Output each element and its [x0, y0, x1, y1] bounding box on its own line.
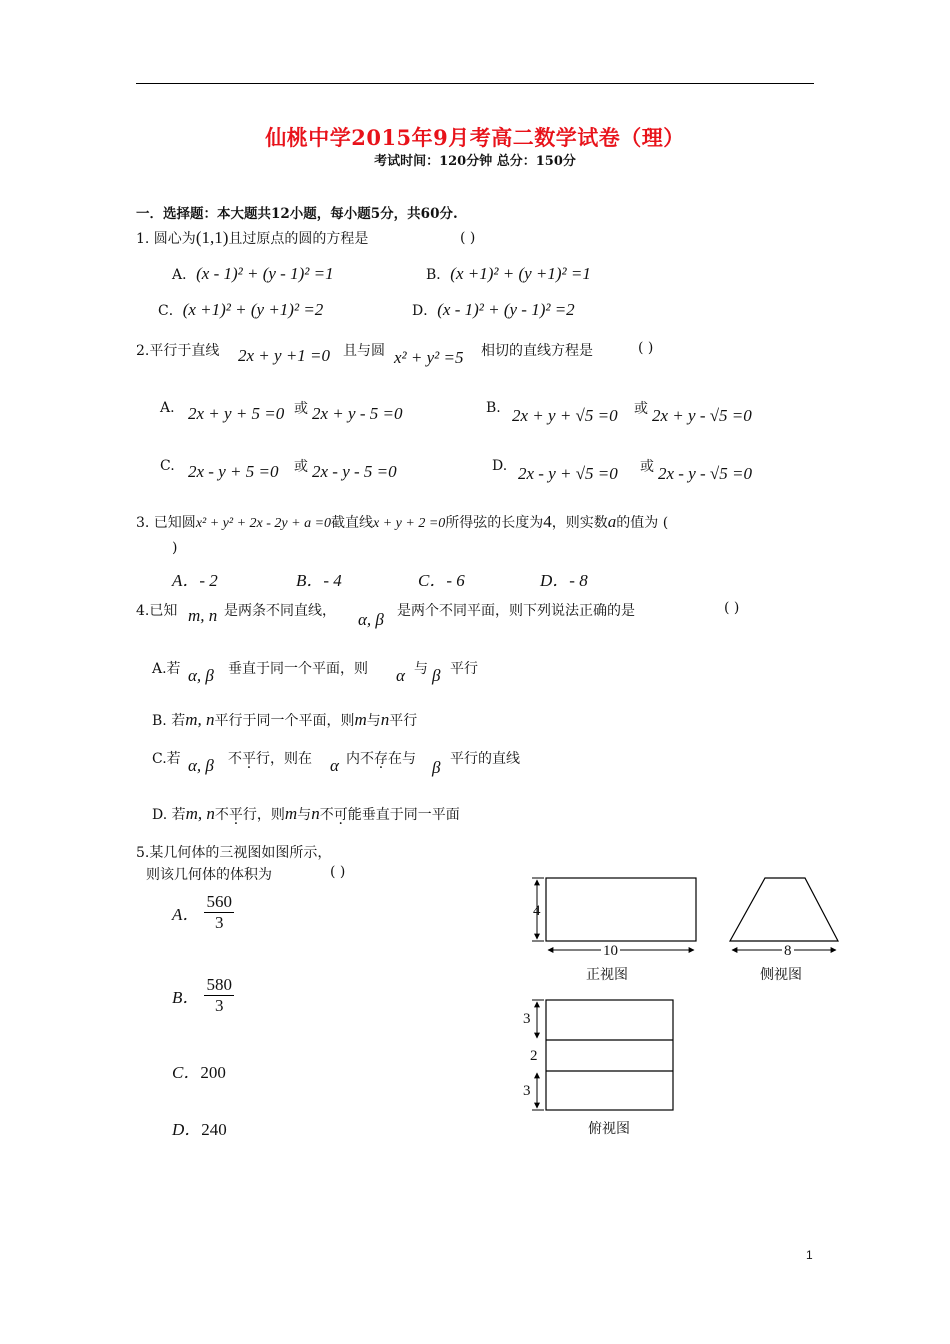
q2-option-d-label: D.: [492, 458, 508, 474]
q4-option-a-alpha: α: [396, 666, 405, 685]
q2-circle: x² + y² =5: [394, 348, 464, 367]
emphasis-text: 不存在: [360, 751, 402, 767]
q4-stem-a: 4.已知: [136, 603, 178, 619]
q4-alpha-beta: α, β: [358, 610, 384, 629]
q2-line: 2x + y +1 =0: [238, 346, 331, 365]
section-heading: 一．选择题：本大题共12小题，每小题5分，共60分.: [136, 206, 458, 222]
q2-option-c-eq2: 2x - y - 5 =0: [312, 462, 397, 481]
q2-option-b-eq1: 2x + y + √5 =0: [512, 406, 618, 425]
side-view-trapezoid: [730, 878, 838, 941]
q4-option-c-d: 平行的直线: [450, 751, 520, 767]
q3-option-c: C．- 6: [418, 571, 465, 590]
fraction: $\frac{560}{3}$: [206, 892, 232, 932]
q4-option-c-ab: α, β: [188, 756, 214, 775]
q5-option-a: A． $\frac{560}{3}$: [172, 892, 232, 932]
q1-option-b: B．(x +1)² + (y +1)² =1: [426, 264, 591, 283]
front-view-caption: 正视图: [586, 967, 628, 983]
q3-stem-end: ): [172, 540, 178, 556]
q4-option-a-ab: α, β: [188, 666, 214, 685]
front-view-rect: [546, 878, 696, 941]
q4-option-c-b: 不平行，则在: [228, 751, 312, 767]
q2-stem-c: 相切的直线方程是: [481, 343, 593, 359]
q4-option-c-alpha: α: [330, 756, 339, 775]
q4-option-a-b: 垂直于同一个平面，则: [228, 661, 368, 677]
exam-info: 考试时间：120分钟 总分：150分: [374, 154, 576, 169]
three-view-figure: [520, 870, 850, 1150]
q4-option-c-c: 内不存在与: [346, 751, 416, 767]
header-rule: [136, 83, 814, 84]
q4-option-a-c: 与: [414, 661, 428, 677]
q2-stem-b: 且与圆: [343, 343, 385, 359]
q4-option-b: B. 若m, n平行于同一个平面，则m与n平行: [152, 710, 418, 729]
q2-option-c-eq1: 2x - y + 5 =0: [188, 462, 279, 481]
q3-option-b: B．- 4: [296, 571, 342, 590]
q1-answer-paren: ( ): [460, 230, 476, 246]
q5-stem-1: 5.某几何体的三视图如图所示，: [136, 845, 332, 861]
q4-option-a-a: A.若: [152, 661, 181, 677]
q4-option-a-d: 平行: [450, 661, 478, 677]
q2-option-a-eq2: 2x + y - 5 =0: [312, 404, 403, 423]
q4-stem-b: 是两条不同直线，: [224, 603, 336, 619]
q2-option-c-or: 或: [294, 459, 308, 475]
emphasis-text: 不平行: [228, 751, 270, 767]
q5-stem-2: 则该几何体的体积为: [146, 867, 272, 883]
q2-option-a-or: 或: [294, 401, 308, 417]
emphasis-text: 不平行: [214, 807, 257, 823]
q1-stem: 1. 圆心为(1,1)且过原点的圆的方程是: [136, 228, 369, 247]
q4-option-d: D. 若m, n不平行，则m与n不可能垂直于同一平面: [152, 804, 460, 823]
q4-option-c-beta: β: [432, 758, 441, 777]
top-dim-1-label: 3: [523, 1011, 531, 1027]
q3-stem: 3. 已知圆x² + y² + 2x - 2y + a =0截直线x + y + 2 =0所得弦的长度为4，则实数a的值为 (: [136, 512, 669, 531]
q2-option-b-or: 或: [634, 401, 648, 417]
emphasis-text: 不可能: [319, 807, 362, 823]
side-view-caption: 侧视图: [760, 967, 802, 983]
q2-option-b-eq2: 2x + y - √5 =0: [652, 406, 752, 425]
front-width-label: 10: [603, 943, 618, 959]
q4-option-a-beta: β: [432, 666, 441, 685]
q4-answer-paren: ( ): [724, 600, 740, 616]
q4-option-c-a: C.若: [152, 751, 181, 767]
top-dim-3-label: 3: [523, 1083, 531, 1099]
q2-option-c-label: C.: [160, 458, 175, 474]
q1-option-d: D．(x - 1)² + (y - 1)² =2: [412, 300, 575, 319]
q4-stem-c: 是两个不同平面，则下列说法正确的是: [397, 603, 635, 619]
q4-mn: m, n: [188, 606, 218, 625]
top-dim-2-label: 2: [530, 1048, 538, 1064]
page-number: 1: [806, 1248, 813, 1262]
page-title: 仙桃中学2015年9月考高二数学试卷（理）: [265, 125, 685, 150]
q5-option-b: B． $\frac{580}{3}$: [172, 975, 232, 1015]
q2-option-d-eq2: 2x - y - √5 =0: [658, 464, 752, 483]
side-width-label: 8: [784, 943, 792, 959]
top-view-rect: [546, 1000, 673, 1110]
q1-option-c: C．(x +1)² + (y +1)² =2: [158, 300, 324, 319]
front-height-label: 4: [533, 903, 541, 919]
q3-option-d: D．- 8: [540, 571, 588, 590]
q2-option-d-or: 或: [640, 459, 654, 475]
fraction: $\frac{580}{3}$: [206, 975, 232, 1015]
q2-option-a-label: A.: [160, 400, 175, 416]
q2-stem-a: 2.平行于直线: [136, 343, 220, 359]
q5-option-d: D．240: [172, 1120, 227, 1139]
q2-option-a-eq1: 2x + y + 5 =0: [188, 404, 285, 423]
top-view-caption: 俯视图: [588, 1121, 630, 1137]
q1-option-a: A．(x - 1)² + (y - 1)² =1: [172, 264, 334, 283]
q2-option-b-label: B.: [486, 400, 501, 416]
q2-option-d-eq1: 2x - y + √5 =0: [518, 464, 618, 483]
q5-answer-paren: ( ): [330, 864, 346, 880]
q2-answer-paren: ( ): [638, 340, 654, 356]
q5-option-c: C．200: [172, 1063, 226, 1082]
q3-option-a: A．- 2: [172, 571, 218, 590]
